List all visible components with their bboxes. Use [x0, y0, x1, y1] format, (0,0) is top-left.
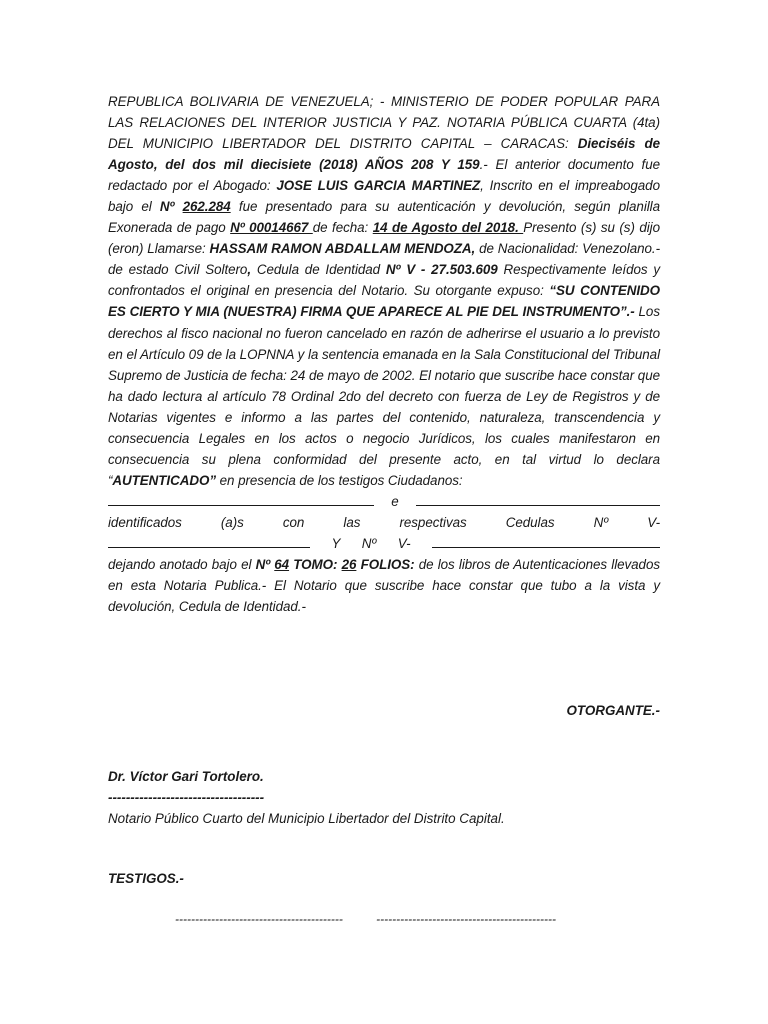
cedula-blanks-row	[108, 533, 660, 554]
text-segment: Cedula de Identidad	[251, 262, 386, 278]
text-segment: Nº	[361, 535, 377, 551]
text-segment: Nº	[593, 514, 609, 530]
lawyer-name: JOSE LUIS GARCIA MARTINEZ	[276, 178, 481, 194]
text-segment: respectivas	[399, 514, 467, 530]
text-segment: V-	[397, 535, 411, 551]
text-segment: fue presentado para su autenticación y devolución, según planilla Exonerada de pago	[108, 199, 660, 236]
text-segment: FOLIOS:	[356, 557, 415, 573]
text-segment: Nº	[255, 557, 275, 573]
witness-1-blank[interactable]	[108, 491, 374, 506]
text-segment: ,	[247, 262, 251, 278]
text-segment: identificados	[108, 514, 182, 530]
otorgante-label: OTORGANTE.-	[566, 703, 660, 718]
witness-signature-lines: ------------------------------------------ ---------------------------------------------	[175, 912, 556, 926]
text-segment: e	[391, 493, 399, 509]
cedula-number: Nº V - 27.503.609	[385, 262, 498, 278]
presentation-date: 14 de Agosto del 2018.	[372, 220, 524, 236]
text-segment: (a)s	[220, 514, 244, 530]
identified-row	[108, 512, 660, 533]
testigos-label: TESTIGOS.-	[108, 871, 184, 886]
authentication-text	[108, 91, 660, 617]
header-text: REPUBLICA BOLIVARIA DE VENEZUELA; - MINISTERIO DE PODER POPULAR PARA LAS RELACIONES DEL INTERIOR JUSTICIA Y PAZ. NOTARIA PÚBLICA CUARTA (4ta) DEL MUNICIPIO LIBERTADOR DEL DISTRITO CAPITAL – CARACAS:	[108, 94, 660, 152]
text-segment: .- El anterior documento fue redactado por el Abogado:	[108, 157, 660, 194]
text-segment: TOMO:	[289, 557, 342, 573]
text-segment: las	[343, 514, 361, 530]
text-segment: con	[282, 514, 305, 530]
text-segment: Los derechos al fisco nacional no fueron cancelado en razón de adherirse el usuario a lo previsto en el Artículo 09 de la LOPNNA y la sentencia emanada en la Sala Constitucional del Tribunal Supremo de Justicia de fecha: 24 de mayo de 2002. El notario que suscribe hace constar que ha dado lectura al artículo 78 Ordinal 2do del decreto con fuerza de Ley de Registros y de Notarias vigentes e informo a las partes del contenido, naturaleza, transcendencia y consecuencia Legales en los actos o negocio Jurídicos, los cuales manifestaron en consecuencia su plena conformidad del presente acto, en tal virtud lo declara	[108, 304, 660, 467]
text-segment: dejando anotado bajo el	[108, 557, 256, 573]
witness-blanks-row	[108, 491, 660, 512]
notary-title: Notario Público Cuarto del Municipio Libertador del Distrito Capital.	[108, 811, 505, 826]
text-segment: Presento (s) su (s) dijo (eron) Llamarse:	[108, 220, 660, 257]
cedula-2-blank[interactable]	[432, 533, 660, 548]
inpre-number: 262.284	[182, 199, 231, 215]
notary-block	[108, 766, 505, 829]
planilla-number: Nº 00014667	[230, 220, 313, 236]
text-segment: de los libros de Autenticaciones llevados en esta Notaria Publica.- El Notario que suscribe hace constar que tubo a la vista y devolución, Cedula de Identidad.-	[108, 557, 660, 615]
text-segment: V-	[647, 514, 660, 530]
record-number: 64	[274, 557, 290, 573]
declaration-quote: “SU CONTENIDO ES CIERTO Y MIA (NUESTRA) FIRMA QUE APARECE AL PIE DEL INSTRUMENTO”.-	[108, 283, 660, 320]
text-segment: Cedulas	[505, 514, 555, 530]
text-segment: Respectivamente leídos y confrontados el original en presencia del Notario. Su otorgante expuso:	[108, 262, 660, 299]
notary-name: Dr. Víctor Gari Tortolero.	[108, 769, 264, 784]
text-segment: “	[108, 472, 113, 488]
text-segment: de Nacionalidad: Venezolano.- de estado Civil Soltero	[108, 241, 660, 278]
text-segment: de fecha:	[312, 220, 373, 236]
tomo-number: 26	[341, 557, 357, 573]
text-segment: en presencia de los testigos Ciudadanos:	[215, 472, 463, 488]
autenticado-label: AUTENTICADO”	[112, 472, 216, 488]
inpre-label: Nº	[159, 199, 183, 215]
grantor-name: HASSAM RAMON ABDALLAM MENDOZA,	[209, 241, 476, 257]
witness-2-blank[interactable]	[416, 491, 660, 506]
cedula-1-blank[interactable]	[108, 533, 310, 548]
notary-signature-line: -----------------------------------	[108, 790, 265, 805]
text-segment: Y	[331, 535, 341, 551]
text-segment: , Inscrito en el impreabogado bajo el	[108, 178, 660, 215]
date-text: Dieciséis de Agosto, del dos mil diecisiete (2018) AÑOS 208 Y 159	[108, 136, 660, 173]
